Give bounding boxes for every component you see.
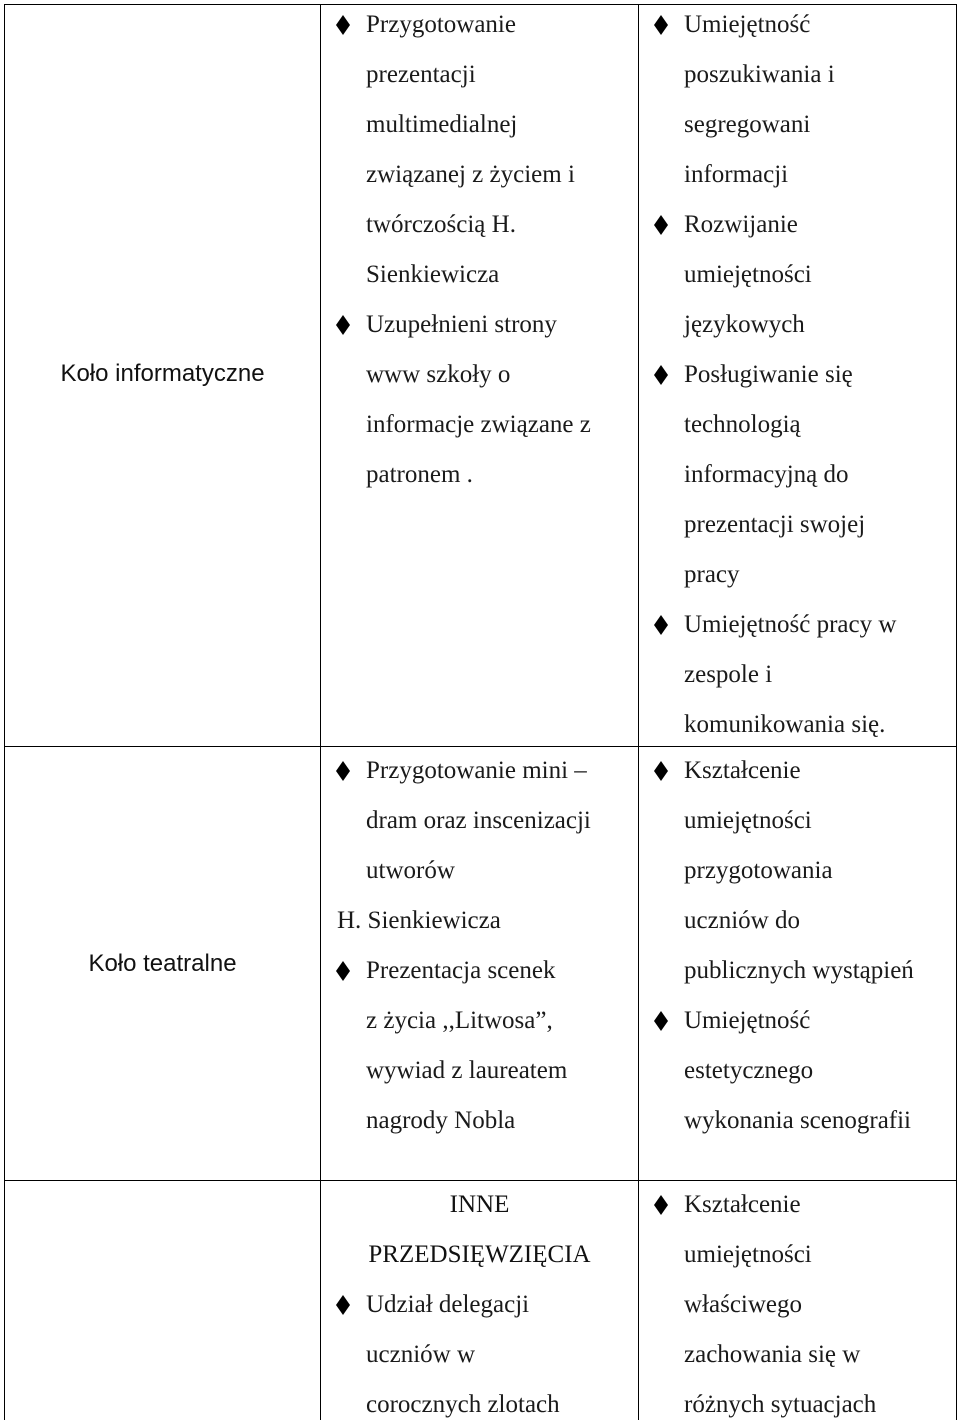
diamond-bullet-icon bbox=[653, 214, 669, 236]
activity-item bbox=[321, 1280, 638, 1420]
text-line: komunikowania się. bbox=[684, 711, 886, 738]
text-line: wywiad z laureatem bbox=[366, 1057, 568, 1084]
text-line: estetycznego bbox=[684, 1057, 814, 1084]
text-line: Prezentacja scenek bbox=[366, 957, 556, 984]
diamond-bullet-icon bbox=[335, 1294, 351, 1316]
diamond-bullet-icon bbox=[653, 364, 669, 386]
text-line: Umiejętność bbox=[684, 1007, 811, 1034]
activity-item bbox=[321, 946, 638, 1146]
skill-item bbox=[639, 600, 956, 746]
text-line: informacyjną do bbox=[684, 461, 849, 488]
text-line: różnych sytuacjach bbox=[684, 1391, 877, 1418]
text-line: zespole i bbox=[684, 661, 773, 688]
diamond-bullet-icon bbox=[335, 14, 351, 36]
row-label: Koło teatralne bbox=[88, 949, 237, 977]
skills-cell bbox=[639, 746, 956, 1180]
section-heading: INNE bbox=[449, 1191, 510, 1218]
text-line: wykonania scenografii bbox=[684, 1107, 912, 1134]
diamond-bullet-icon bbox=[653, 760, 669, 782]
skill-item bbox=[639, 1180, 956, 1420]
text-line: z życia ,,Litwosa”, bbox=[366, 1007, 553, 1034]
text-line: www szkoły o bbox=[366, 361, 511, 388]
skill-item bbox=[639, 350, 956, 600]
activities-cell bbox=[321, 1180, 638, 1420]
diamond-bullet-icon bbox=[653, 1010, 669, 1032]
text-line: umiejętności bbox=[684, 807, 812, 834]
text-line: przygotowania bbox=[684, 857, 833, 884]
text-line: Umiejętność bbox=[684, 11, 811, 38]
text-line: nagrody Nobla bbox=[366, 1107, 516, 1134]
text-line: informacji bbox=[684, 161, 789, 188]
activity-item bbox=[321, 896, 638, 946]
text-line: Posługiwanie się bbox=[684, 361, 853, 388]
skills-cell bbox=[639, 1180, 956, 1420]
text-line: segregowani bbox=[684, 111, 811, 138]
text-line: Przygotowanie bbox=[366, 11, 516, 38]
activities-cell bbox=[321, 0, 638, 746]
activity-item bbox=[321, 0, 638, 300]
text-line: Sienkiewicza bbox=[366, 261, 500, 288]
text-line: dram oraz inscenizacji bbox=[366, 807, 591, 834]
activity-item bbox=[321, 746, 638, 896]
text-line: zachowania się w bbox=[684, 1341, 861, 1368]
text-line: Udział delegacji bbox=[366, 1291, 530, 1318]
diamond-bullet-icon bbox=[335, 960, 351, 982]
diamond-bullet-icon bbox=[653, 14, 669, 36]
text-line: poszukiwania i bbox=[684, 61, 835, 88]
skill-item bbox=[639, 200, 956, 350]
text-line: pracy bbox=[684, 561, 740, 588]
activities-cell bbox=[321, 746, 638, 1180]
text-line: Umiejętność pracy w bbox=[684, 611, 897, 638]
skills-cell bbox=[639, 0, 956, 746]
text-line: związanej z życiem i bbox=[366, 161, 575, 188]
text-line: informacje związane z bbox=[366, 411, 591, 438]
activity-item bbox=[321, 300, 638, 500]
diamond-bullet-icon bbox=[335, 760, 351, 782]
text-line: uczniów do bbox=[684, 907, 800, 934]
text-line: patronem . bbox=[366, 461, 473, 488]
section-heading: PRZEDSIĘWZIĘCIA bbox=[368, 1241, 591, 1268]
text-line: Kształcenie bbox=[684, 757, 801, 784]
text-line: Uzupełnieni strony bbox=[366, 311, 557, 338]
text-line: twórczością H. bbox=[366, 211, 516, 238]
text-line: prezentacji swojej bbox=[684, 511, 866, 538]
text-line: Kształcenie bbox=[684, 1191, 801, 1218]
text-line: językowych bbox=[684, 311, 805, 338]
text-line: uczniów w bbox=[366, 1341, 475, 1368]
text-line: technologią bbox=[684, 411, 801, 438]
diamond-bullet-icon bbox=[653, 614, 669, 636]
text-line: właściwego bbox=[684, 1291, 803, 1318]
table-border-right bbox=[956, 4, 957, 1420]
text-line: H. Sienkiewicza bbox=[337, 907, 501, 934]
skill-item bbox=[639, 0, 956, 200]
skill-item bbox=[639, 746, 956, 996]
text-line: prezentacji bbox=[366, 61, 476, 88]
text-line: publicznych wystąpień bbox=[684, 957, 914, 984]
diamond-bullet-icon bbox=[335, 314, 351, 336]
text-line: Przygotowanie mini – bbox=[366, 757, 587, 784]
text-line: multimedialnej bbox=[366, 111, 518, 138]
row-label: Koło informatyczne bbox=[60, 359, 265, 387]
text-line: umiejętności bbox=[684, 261, 812, 288]
row-label bbox=[5, 1181, 320, 1420]
text-line: Rozwijanie bbox=[684, 211, 798, 238]
diamond-bullet-icon bbox=[653, 1194, 669, 1216]
text-line: umiejętności bbox=[684, 1241, 812, 1268]
text-line: utworów bbox=[366, 857, 455, 884]
text-line: corocznych zlotach bbox=[366, 1391, 560, 1418]
skill-item bbox=[639, 996, 956, 1146]
